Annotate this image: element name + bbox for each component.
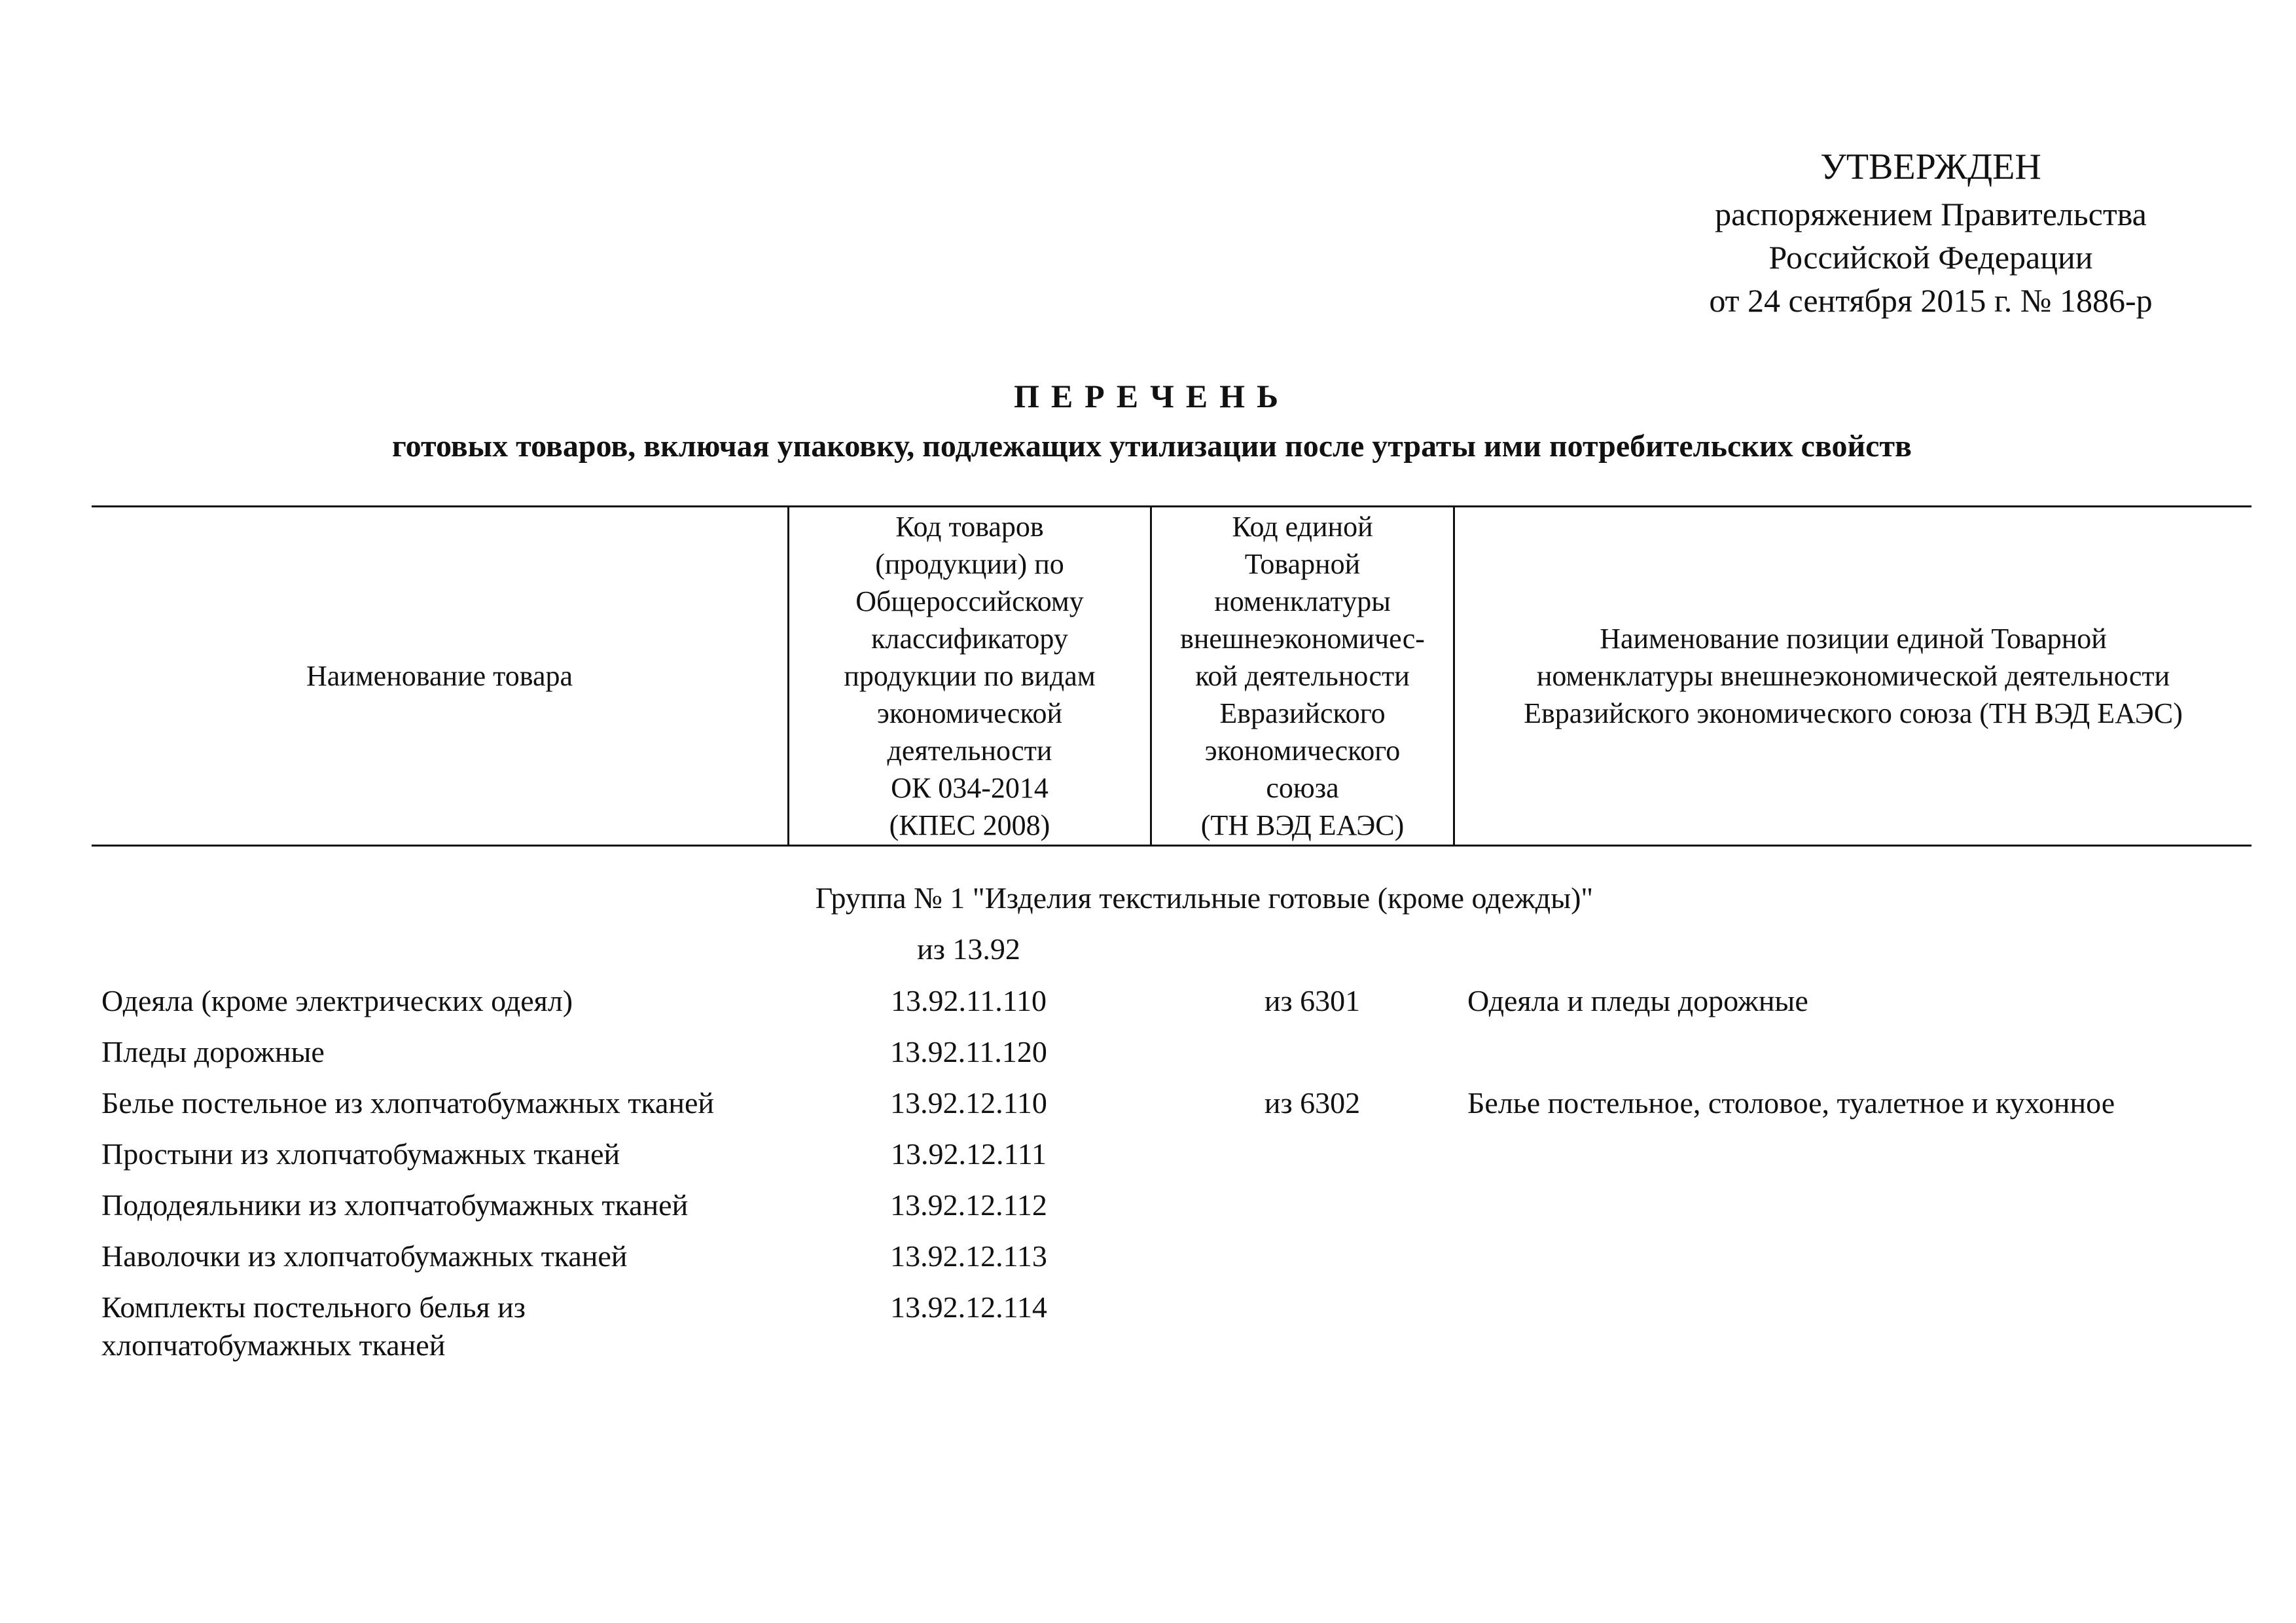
header-line: Наименование товара xyxy=(306,660,573,692)
header-line: Код товаров xyxy=(895,511,1044,543)
row-okpd-code: 13.92.12.113 xyxy=(890,1239,1047,1273)
header-line: (продукции) по xyxy=(875,548,1064,580)
row-product-name: Комплекты постельного белья из хлопчатобумажных тканей xyxy=(101,1290,526,1362)
header-line: кой деятельности xyxy=(1195,660,1410,692)
header-tnved-position xyxy=(1455,507,2251,845)
header-line: Код единой xyxy=(1232,511,1373,543)
row-product-name: Простыни из хлопчатобумажных тканей xyxy=(101,1137,620,1171)
header-line: (КПЕС 2008) xyxy=(889,809,1050,841)
header-line: (ТН ВЭД ЕАЭС) xyxy=(1200,809,1405,841)
row-product-name: Наволочки из хлопчатобумажных тканей xyxy=(101,1239,628,1273)
row-okpd-code: 13.92.12.111 xyxy=(890,1137,1047,1171)
approval-line: от 24 сентября 2015 г. № 1886-р xyxy=(1709,282,2153,319)
row-product-name: Одеяла (кроме электрических одеял) xyxy=(101,984,573,1017)
row-okpd-code: 13.92.12.112 xyxy=(890,1188,1047,1222)
row-tnved-position: Одеяла и пледы дорожные xyxy=(1467,984,1808,1017)
approval-line: распоряжением Правительства xyxy=(1715,196,2147,232)
group-code: из 13.92 xyxy=(917,932,1020,966)
title-subtitle: готовых товаров, включая упаковку, подлежащих утилизации после утраты ими потребительских свойств xyxy=(392,429,1912,464)
row-product-name: Пододеяльники из хлопчатобумажных тканей xyxy=(101,1188,689,1222)
title-main: ПЕРЕЧЕНЬ xyxy=(1013,378,1291,414)
row-okpd-code: 13.92.11.120 xyxy=(890,1035,1047,1068)
group-title: Группа № 1 "Изделия текстильные готовые (кроме одежды)" xyxy=(815,881,1594,915)
row-okpd-code: 13.92.12.110 xyxy=(890,1086,1047,1120)
header-line: классификатору xyxy=(871,623,1068,655)
header-line: Евразийского xyxy=(1219,697,1386,729)
row-product-name: Белье постельное из хлопчатобумажных тканей xyxy=(101,1086,715,1120)
header-line: союза xyxy=(1266,772,1339,804)
approval-heading: УТВЕРЖДЕН xyxy=(1820,147,2041,187)
header-line: номенклатуры xyxy=(1214,585,1391,617)
row-product-name: Пледы дорожные xyxy=(101,1035,325,1068)
header-line: экономической xyxy=(876,697,1063,729)
row-okpd-code: 13.92.12.114 xyxy=(890,1290,1047,1324)
header-okpd-code xyxy=(789,507,1150,845)
header-line: экономического xyxy=(1204,735,1401,767)
header-line: номенклатуры внешнеэкономической деятельности xyxy=(1536,660,2170,692)
header-product-name xyxy=(92,507,787,845)
row-tnved-position: Белье постельное, столовое, туалетное и кухонное xyxy=(1467,1086,2115,1120)
header-line: ОК 034-2014 xyxy=(891,772,1049,804)
header-line: Евразийского экономического союза (ТН ВЭД ЕАЭС) xyxy=(1524,697,2183,729)
header-line: Общероссийскому xyxy=(855,585,1084,617)
header-line: продукции по видам xyxy=(844,660,1096,692)
table-header-bottom-rule xyxy=(92,845,2251,847)
header-line: Наименование позиции единой Товарной xyxy=(1600,623,2107,655)
row-okpd-code: 13.92.11.110 xyxy=(890,984,1047,1017)
row-tnved-code: из 6302 xyxy=(1264,1086,1361,1120)
header-line: внешнеэкономичес- xyxy=(1180,623,1425,655)
header-line: деятельности xyxy=(887,735,1052,767)
approval-stamp xyxy=(1636,145,2225,322)
header-tnved-code xyxy=(1152,507,1453,845)
approval-line: Российской Федерации xyxy=(1768,239,2093,276)
document-title xyxy=(98,373,2206,470)
row-tnved-code: из 6301 xyxy=(1264,984,1361,1017)
header-line: Товарной xyxy=(1244,548,1361,580)
